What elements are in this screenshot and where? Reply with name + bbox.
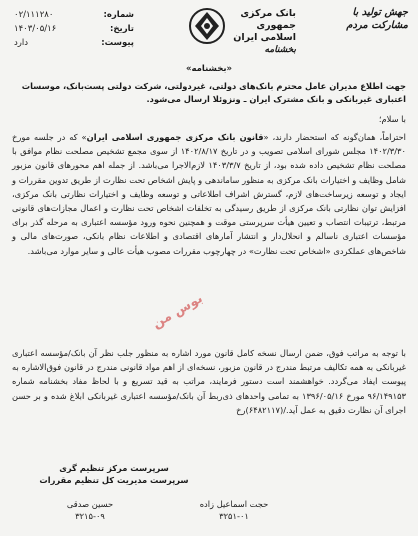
circular-label: «بخشنامه»: [185, 64, 233, 74]
central-bank-logo-icon: [186, 6, 228, 46]
law-title: قانون بانک مرکزی جمهوری اسلامی ایران: [86, 132, 264, 142]
bank-name: بانک مرکزی جمهوری اسلامی ایران بخشنامه: [233, 8, 296, 55]
recipients-line: جهت اطلاع مدیران عامل محترم بانک‌های دولتی، غیردولتی، شرکت دولتی پست‌بانک، موسسات اعتباری غیربانکی و بانک مشترک ایران ـ ونزوئلا ارسال می‌شود.: [21, 81, 406, 104]
meta-number: شماره: ۰۲/۱۱۱۲۸۰: [14, 10, 134, 20]
paragraph-two: با توجه به مراتب فوق، ضمن ارسال نسخه کامل قانون مورد اشاره به منظور جلب نظر آن بانک/مؤسسه اعتباری غیربانکی به همه تکالیف مرتبط مندرج در قانون مزبور، نسخه‌ای از اهم مواد قانونی مندرج در قانون فوق‌الاشاره به پیوست ایفاد می‌گردد. خواهشمند است دستور فرمایند، مراتب به قید تسریع و با لحاظ مفاد بخشنامه شماره ۹۶/۱۴۹۱۵۳ مورخ ۱۳۹۶/۰۵/۱۶ به تمامی واحدهای ذی‌ربط آن بانک/مؤسسه اعتباری غیربانکی ابلاغ شده و بر حسن اجرای آن نظارت دقیق به عمل آید./(۶۴۸۲۱۱۷)رخ: [12, 348, 406, 415]
meta-date: تاریخ: ۱۴۰۳/۰۵/۱۶: [14, 24, 134, 34]
meta-attachment: پیوست: دارد: [14, 38, 134, 48]
letterhead: [0, 0, 418, 60]
year-slogan: جهش تولید با مشارکت مردم: [346, 7, 408, 31]
signature-left: حسین صدقی ۳۲۱۵-۰۹: [66, 499, 114, 521]
document-meta: [14, 8, 134, 50]
paragraph-one: احتراماً، همان‌گونه که استحضار دارند، «قانون بانک مرکزی جمهوری اسلامی ایران» که در جلسه مورخ ۱۴۰۲/۳/۳۰ مجلس شورای اسلامی تصویب و در تاریخ ۱۴۰۲/۸/۱۷ از سوی مجمع تشخیص مصلحت نظام موافق با مصلحت نظام تشخیص داده شده بود، از تاریخ ۱۴۰۳/۳/۷ لازم‌الاجرا می‌باشد. از جمله اهم محورهای قانون مزبور شامل وظایف و اختیارات بانک مرکزی به منظور ساماندهی و پایش اشخاص تحت نظارت از طریق تدوین مقررات و ایجاد و توسعه زیرساخت‌های لازم، گسترش اشراف اطلاعاتی و توسعه وظایف و اختیارات نظارتی بانک مرکزی، افزایش توان نظارتی بانک مرکزی از طریق رسیدگی به تخلفات اشخاص تحت نظارت و اعمال مجازات‌های قانونی مرتبط، ترتیبات انتصاب و تعیین هیأت سرپرستی موقت و همچنین نحوه ورود مؤسسه اعتباری به مرحله گذر برای مؤسسات اعتباری ناسالم و انحلال‌دار و انتشار آمارهای اقتصادی و اطلاعات نظام بانکی، صورت‌های مالی و شاخص‌های عملکردی «اشخاص تحت نظارت» در چهارچوب مقررات مصوب هیأت عالی و سایر موارد می‌باشد.: [12, 132, 406, 256]
signature-right: حجت اسماعیل زاده ۳۲۵۱-۰۱: [199, 499, 269, 521]
watermark-stamp: بوس من: [149, 291, 206, 332]
signature-titles: سرپرست مرکز تنظیم گری سرپرست مدیریت کل تنظیم مقررات: [39, 463, 189, 485]
greeting: با سلام؛: [378, 114, 406, 124]
